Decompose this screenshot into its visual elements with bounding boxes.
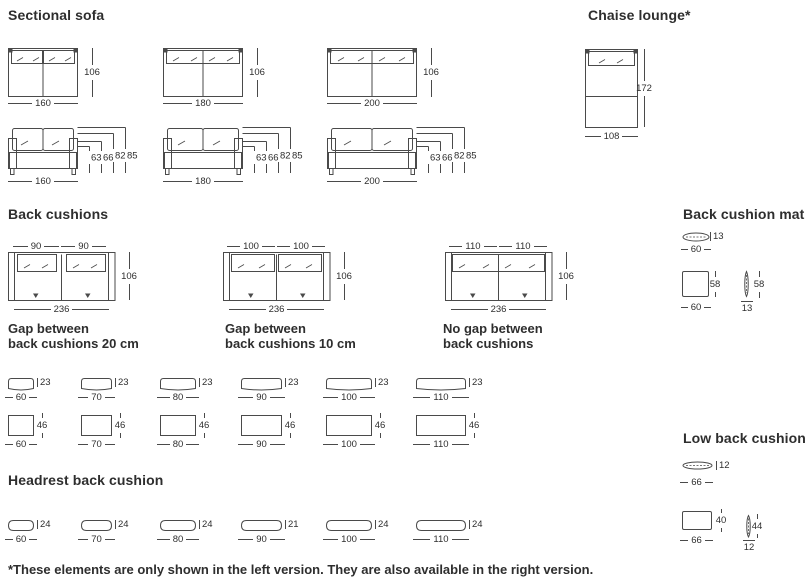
cushion-width-dimension: 110 xyxy=(449,240,497,252)
width-dimension: 90 xyxy=(238,533,285,545)
height-dimension: 24 xyxy=(469,519,483,530)
depth-dimension: 172 xyxy=(633,49,655,127)
height-dimension: 46 xyxy=(31,413,53,438)
variant-caption xyxy=(8,321,139,351)
width-dimension: 110 xyxy=(413,391,469,403)
thickness-dimension: 13 xyxy=(710,231,724,242)
width-dimension: 100 xyxy=(323,391,375,403)
back-cushion-sofa-gap-10 xyxy=(223,252,331,302)
section-title-chaise-lounge: Chaise lounge* xyxy=(588,7,691,23)
height-dimension: 23 xyxy=(285,377,299,388)
caption-line: back cushions xyxy=(443,336,534,351)
section-title-sectional-sofa: Sectional sofa xyxy=(8,7,105,23)
width-dimension: 66 xyxy=(680,534,713,546)
section-title-back-cushion-mat: Back cushion mat xyxy=(683,206,805,222)
back-cushion-sofa-no-gap xyxy=(445,252,553,302)
height-label: 66 xyxy=(103,152,114,164)
sectional-sofa-top-view-180 xyxy=(163,48,244,98)
width-dimension: 70 xyxy=(78,391,115,403)
back-cushion-top-view-60 xyxy=(8,378,35,392)
back-cushion-top-view-100 xyxy=(326,378,373,392)
headrest-cushion-90 xyxy=(241,519,283,533)
caption-line: back cushions 20 cm xyxy=(8,336,139,351)
height-dimension: 23 xyxy=(375,377,389,388)
width-dimension: 180 xyxy=(163,175,243,187)
headrest-cushion-80 xyxy=(160,519,197,533)
section-title-low-back-cushion: Low back cushion xyxy=(683,430,806,446)
headrest-cushion-70 xyxy=(81,519,113,533)
height-label: 85 xyxy=(127,150,138,162)
height-dimension: 23 xyxy=(115,377,129,388)
height-label: 63 xyxy=(91,152,102,164)
back-cushion-top-view-70 xyxy=(81,378,113,392)
width-dimension: 80 xyxy=(157,438,199,450)
width-dimension: 60 xyxy=(5,391,37,403)
width-dimension: 90 xyxy=(238,391,285,403)
back-cushion-front-view-80 xyxy=(160,415,196,436)
height-dimension: 24 xyxy=(115,519,129,530)
height-label: 63 xyxy=(256,152,267,164)
height-label: 85 xyxy=(292,150,303,162)
height-dimension: 23 xyxy=(469,377,483,388)
width-dimension: 110 xyxy=(413,438,469,450)
width-dimension: 90 xyxy=(238,438,285,450)
width-dimension: 60 xyxy=(5,533,37,545)
caption-line: back cushions 10 cm xyxy=(225,336,356,351)
low-back-cushion-front-view xyxy=(682,511,713,531)
width-dimension: 200 xyxy=(327,97,417,109)
depth-dimension: 106 xyxy=(333,252,355,300)
height-label: 85 xyxy=(466,150,477,162)
back-cushion-mat-top-view xyxy=(682,232,710,242)
back-cushion-front-view-100 xyxy=(326,415,372,436)
width-dimension: 160 xyxy=(8,97,78,109)
back-cushion-front-view-70 xyxy=(81,415,112,436)
height-dimension: 58 xyxy=(704,271,726,297)
height-dimension: 24 xyxy=(375,519,389,530)
height-dimension: 58 xyxy=(748,271,770,298)
sectional-sofa-front-view-200 xyxy=(327,126,480,182)
width-dimension: 100 xyxy=(323,533,375,545)
width-dimension: 110 xyxy=(413,533,469,545)
total-width-dimension: 236 xyxy=(451,303,546,315)
back-cushion-top-view-110 xyxy=(416,378,467,392)
caption-line: No gap between xyxy=(443,321,543,336)
sectional-sofa-top-view-200 xyxy=(327,48,418,98)
height-dimension: 46 xyxy=(109,413,131,438)
height-dimension: 24 xyxy=(37,519,51,530)
width-dimension: 60 xyxy=(5,438,37,450)
headrest-cushion-100 xyxy=(326,519,373,533)
cushion-width-dimension: 110 xyxy=(499,240,547,252)
width-dimension: 100 xyxy=(323,438,375,450)
thickness-dimension: 12 xyxy=(716,460,730,471)
width-dimension: 60 xyxy=(681,243,711,255)
height-label: 82 xyxy=(280,150,291,162)
back-cushion-sofa-gap-20 xyxy=(8,252,116,302)
width-dimension: 200 xyxy=(327,175,417,187)
height-dimension: 40 xyxy=(710,509,732,532)
variant-caption xyxy=(443,321,543,351)
height-dimension: 23 xyxy=(37,377,51,388)
thickness-dimension: 13 xyxy=(741,303,753,314)
width-dimension: 70 xyxy=(78,533,115,545)
caption-line: Gap between xyxy=(225,321,306,336)
total-width-dimension: 236 xyxy=(229,303,324,315)
height-dimension: 44 xyxy=(746,514,768,538)
height-dimension: 21 xyxy=(285,519,299,530)
caption-line: Gap between xyxy=(8,321,89,336)
thickness-dimension: 12 xyxy=(743,542,755,553)
height-label: 66 xyxy=(442,152,453,164)
back-cushion-front-view-110 xyxy=(416,415,466,436)
section-title-headrest-back-cushion: Headrest back cushion xyxy=(8,472,164,488)
height-label: 63 xyxy=(430,152,441,164)
section-title-back-cushions: Back cushions xyxy=(8,206,109,222)
low-back-cushion-top-view xyxy=(682,461,713,470)
cushion-width-dimension: 90 xyxy=(61,240,106,252)
variant-caption xyxy=(225,321,356,351)
depth-dimension: 106 xyxy=(246,48,268,97)
chaise-lounge-top-view xyxy=(585,49,639,129)
sectional-sofa-front-view-180 xyxy=(163,126,306,182)
height-dimension: 46 xyxy=(279,413,301,438)
sectional-sofa-top-view-160 xyxy=(8,48,79,98)
width-dimension: 108 xyxy=(585,130,638,142)
headrest-cushion-110 xyxy=(416,519,467,533)
back-cushion-top-view-90 xyxy=(241,378,283,392)
total-width-dimension: 236 xyxy=(14,303,109,315)
height-dimension: 46 xyxy=(463,413,485,438)
height-label: 66 xyxy=(268,152,279,164)
sectional-sofa-front-view-160 xyxy=(8,126,141,182)
height-dimension: 46 xyxy=(369,413,391,438)
back-cushion-front-view-90 xyxy=(241,415,282,436)
width-dimension: 160 xyxy=(8,175,78,187)
depth-dimension: 106 xyxy=(81,48,103,97)
width-dimension: 180 xyxy=(163,97,243,109)
depth-dimension: 106 xyxy=(420,48,442,97)
width-dimension: 66 xyxy=(680,476,713,488)
height-dimension: 23 xyxy=(199,377,213,388)
width-dimension: 70 xyxy=(78,438,115,450)
back-cushion-top-view-80 xyxy=(160,378,197,392)
cushion-width-dimension: 100 xyxy=(227,240,275,252)
footnote: *These elements are only shown in the left version. They are also available in the right version. xyxy=(8,562,594,577)
width-dimension: 80 xyxy=(157,391,199,403)
height-label: 82 xyxy=(454,150,465,162)
width-dimension: 80 xyxy=(157,533,199,545)
height-dimension: 24 xyxy=(199,519,213,530)
cushion-width-dimension: 90 xyxy=(13,240,59,252)
height-label: 82 xyxy=(115,150,126,162)
headrest-cushion-60 xyxy=(8,519,35,533)
height-dimension: 46 xyxy=(193,413,215,438)
width-dimension: 60 xyxy=(681,301,711,313)
depth-dimension: 106 xyxy=(555,252,577,300)
depth-dimension: 106 xyxy=(118,252,140,300)
cushion-width-dimension: 100 xyxy=(277,240,325,252)
